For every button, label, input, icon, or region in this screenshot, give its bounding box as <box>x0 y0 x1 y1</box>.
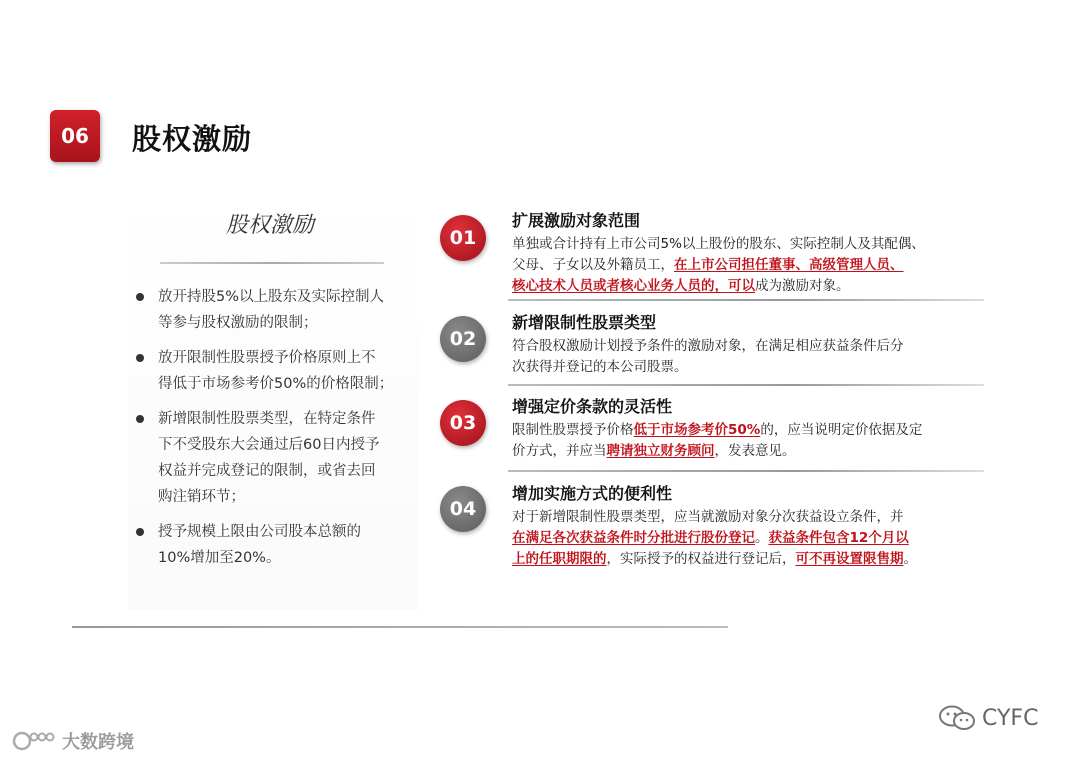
item-divider <box>508 470 984 472</box>
bullet-line: 权益并完成登记的限制，或省去回 <box>158 463 376 479</box>
highlighted-text: 上的任职期限的 <box>512 551 607 567</box>
watermark-right <box>938 704 1038 732</box>
watermark-text: 大数跨境 <box>62 732 134 753</box>
page-number-badge: 06 <box>50 110 100 162</box>
panel-divider <box>160 262 384 264</box>
highlighted-text: 聘请独立财务顾问 <box>606 443 715 459</box>
text-run: 。 <box>903 551 917 567</box>
bullet-line: 得低于市场参考价50%的价格限制； <box>158 376 394 392</box>
item-title: 增加实施方式的便利性 <box>512 484 673 503</box>
text-run: 限制性股票授予价格 <box>512 422 634 438</box>
highlighted-text: 在上市公司担任董事、高级管理人员、 <box>674 257 904 273</box>
wechat-icon <box>938 704 976 732</box>
bullet-dot-icon <box>136 528 144 536</box>
item-text-line: 对于新增限制性股票类型，应当就激励对象分次获益设立条件，并 <box>512 509 904 525</box>
item-block <box>512 483 987 570</box>
bullet-line: 购注销环节； <box>158 489 245 505</box>
item-text-line <box>512 276 987 297</box>
text-run: 。 <box>755 530 769 546</box>
item-title: 增强定价条款的灵活性 <box>512 397 673 416</box>
item-text-line: 单独或合计持有上市公司5%以上股份的股东、实际控制人及其配偶、 <box>512 236 925 252</box>
panel-heading: 股权激励 <box>225 213 314 238</box>
item-block <box>512 210 987 297</box>
text-run: 成为激励对象。 <box>755 278 850 294</box>
bullet-line: 授予规模上限由公司股本总额的 <box>158 524 361 540</box>
item-text-line <box>512 255 987 276</box>
bullet-dot-icon <box>136 354 144 362</box>
highlighted-text: 在满足各次获益条件时分批进行股份登记 <box>512 530 755 546</box>
highlighted-text: 核心技术人员或者核心业务人员的，可以 <box>512 278 755 294</box>
summary-bullet-list <box>134 284 404 580</box>
item-number-badge: 03 <box>440 400 486 446</box>
bullet-item <box>134 345 404 397</box>
bullet-line: 放开限制性股票授予价格原则上不 <box>158 350 376 366</box>
item-text-line: 符合股权激励计划授予条件的激励对象，在满足相应获益条件后分 <box>512 338 904 354</box>
bullet-line: 等参与股权激励的限制； <box>158 315 318 331</box>
bullet-dot-icon <box>136 415 144 423</box>
item-divider <box>508 384 984 386</box>
item-text-line <box>512 549 987 570</box>
text-run: 父母、子女以及外籍员工， <box>512 257 674 273</box>
item-block <box>512 396 987 462</box>
bullet-line: 10%增加至20%。 <box>158 550 281 566</box>
item-block <box>512 312 987 378</box>
item-number-badge: 01 <box>440 215 486 261</box>
watermark-left <box>12 728 134 754</box>
watermark-text: CYFC <box>982 705 1039 731</box>
page-title: 股权激励 <box>132 122 253 156</box>
item-text-line <box>512 420 987 441</box>
item-title: 扩展激励对象范围 <box>512 211 641 230</box>
highlighted-text: 低于市场参考价50% <box>633 422 761 438</box>
bullet-line: 放开持股5%以上股东及实际控制人 <box>158 289 385 305</box>
text-run: 价方式，并应当 <box>512 443 607 459</box>
bullet-dot-icon <box>136 293 144 301</box>
item-title: 新增限制性股票类型 <box>512 313 657 332</box>
item-text-line: 次获得并登记的本公司股票。 <box>512 359 688 375</box>
item-text-line <box>512 441 987 462</box>
item-text-line <box>512 528 987 549</box>
text-run: ，发表意见。 <box>714 443 796 459</box>
item-divider <box>508 299 984 301</box>
bullet-item <box>134 406 404 510</box>
brand-logo-icon <box>12 730 56 752</box>
highlighted-text: 获益条件包含12个月以 <box>768 530 909 546</box>
text-run: 的，应当说明定价依据及定 <box>760 422 923 438</box>
bullet-line: 新增限制性股票类型，在特定条件 <box>158 411 376 427</box>
item-number-badge: 02 <box>440 316 486 362</box>
item-number-badge: 04 <box>440 486 486 532</box>
bullet-item <box>134 519 404 571</box>
bullet-item <box>134 284 404 336</box>
highlighted-text: 可不再设置限售期 <box>795 551 904 567</box>
bottom-divider <box>72 626 728 628</box>
text-run: ，实际授予的权益进行登记后， <box>606 551 796 567</box>
bullet-line: 下不受股东大会通过后60日内授予 <box>158 437 380 453</box>
